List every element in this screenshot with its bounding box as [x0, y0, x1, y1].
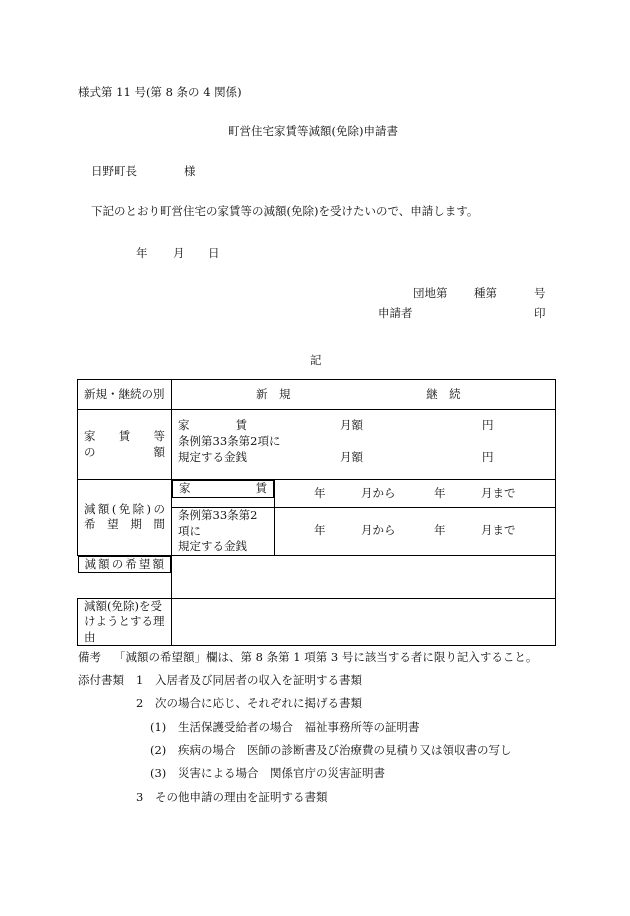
row-period-rent [78, 480, 556, 508]
period-rent-year-to: 年 [434, 485, 446, 500]
housing-number: 号 [534, 286, 546, 300]
date-month: 月 [173, 246, 185, 260]
attachment-2-num: 2 [136, 696, 144, 710]
desired-amount-field[interactable] [172, 555, 556, 598]
yen-label-2: 円 [482, 450, 494, 464]
period-rent-label: 家 賃 [172, 480, 274, 498]
attachment-2-1-num: (1) [150, 720, 167, 734]
period-ord-month-from: 月から [361, 523, 396, 538]
attachment-1-text: 入居者及び同居者の収入を証明する書類 [155, 673, 362, 687]
date-year: 年 [136, 246, 148, 260]
applicant-label: 申請者 [378, 306, 413, 320]
reason-label-a: 減額(免除)を受 [84, 598, 162, 613]
ordinance-label-a: 条例第33条第2項に [178, 434, 281, 448]
rent-amount-label [78, 410, 172, 480]
ordinance-label-b: 規定する金銭 [178, 450, 247, 464]
reason-label [78, 598, 172, 646]
option-continue: 継 続 [426, 386, 461, 401]
period-rent-dates[interactable] [275, 480, 556, 508]
attachments-label: 添付書類 [78, 673, 124, 687]
attachment-3-text: その他申請の理由を証明する書類 [155, 790, 328, 804]
period-ord-year-to: 年 [434, 523, 446, 538]
period-ordinance-label [172, 508, 275, 556]
page-title: 町営住宅家賃等減額(免除)申請書 [228, 124, 398, 138]
period-label-b: 希 望 期 間 [84, 517, 165, 532]
date-day: 日 [208, 246, 220, 260]
application-table [77, 379, 556, 646]
addressee-name: 日野町長 [91, 164, 137, 178]
period-ordinance-label-a: 条例第33条第2項に [178, 508, 258, 538]
row-desired-amount [78, 555, 556, 598]
attachment-1-num: 1 [136, 673, 144, 687]
period-rent-year-from: 年 [314, 485, 326, 500]
intro-text: 下記のとおり町営住宅の家賃等の減額(免除)を受けたいので、申請します。 [91, 204, 479, 218]
attachment-2-3-num: (3) [150, 766, 167, 780]
rent-label: 家 賃 [178, 418, 247, 432]
addressee-honorific: 様 [184, 164, 196, 178]
option-new: 新 規 [256, 386, 291, 401]
attachment-2-3-text: 災害による場合 関係官庁の災害証明書 [178, 766, 385, 780]
attachment-2-2-num: (2) [150, 743, 167, 757]
remarks-text: 「減額の希望額」欄は、第 8 条第 1 項第 3 号に該当する者に限り記入すること。 [114, 650, 538, 664]
rent-amount-cell[interactable] [172, 410, 556, 480]
row-reason [78, 598, 556, 646]
attachment-3-num: 3 [136, 790, 144, 804]
attachment-2-1-text: 生活保護受給者の場合 福祉事務所等の証明書 [178, 720, 420, 734]
rent-amount-label-b: の 額 [84, 444, 165, 459]
yen-label-1: 円 [482, 418, 494, 432]
ki-heading: 記 [310, 353, 322, 367]
reason-field[interactable] [172, 598, 556, 646]
attachment-2-2-text: 疾病の場合 医師の診断書及び治療費の見積り又は領収書の写し [178, 743, 512, 757]
period-ord-month-to: 月まで [481, 523, 516, 538]
period-label-a: 減 額 ( 免 除 ) の [84, 501, 165, 516]
new-or-continue-options[interactable] [172, 380, 556, 410]
form-number: 様式第 11 号(第 8 条の 4 関係) [78, 85, 242, 99]
rent-amount-label-a: 家 賃 等 [84, 428, 165, 443]
attachment-2-text: 次の場合に応じ、それぞれに掲げる書類 [155, 696, 362, 710]
period-ord-year-from: 年 [314, 523, 326, 538]
period-label [78, 480, 172, 556]
desired-amount-label: 減 額 の 希 望 額 [78, 556, 172, 574]
housing-prefix: 団地第 [413, 286, 448, 300]
monthly-label-2: 月額 [340, 450, 363, 464]
period-rent-month-from: 月から [361, 485, 396, 500]
row-rent-amount [78, 410, 556, 480]
period-ordinance-dates[interactable] [275, 508, 556, 556]
seal-label: 印 [534, 306, 546, 320]
row-new-or-continue [78, 380, 556, 410]
period-rent-month-to: 月まで [481, 485, 516, 500]
remarks-label: 備考 [78, 650, 101, 664]
reason-label-b: けようとする理由 [84, 614, 165, 644]
new-or-continue-label: 新規・継続の別 [78, 380, 172, 410]
housing-type: 種第 [474, 286, 497, 300]
monthly-label-1: 月額 [340, 418, 363, 432]
period-ordinance-label-b: 規定する金銭 [178, 539, 247, 554]
